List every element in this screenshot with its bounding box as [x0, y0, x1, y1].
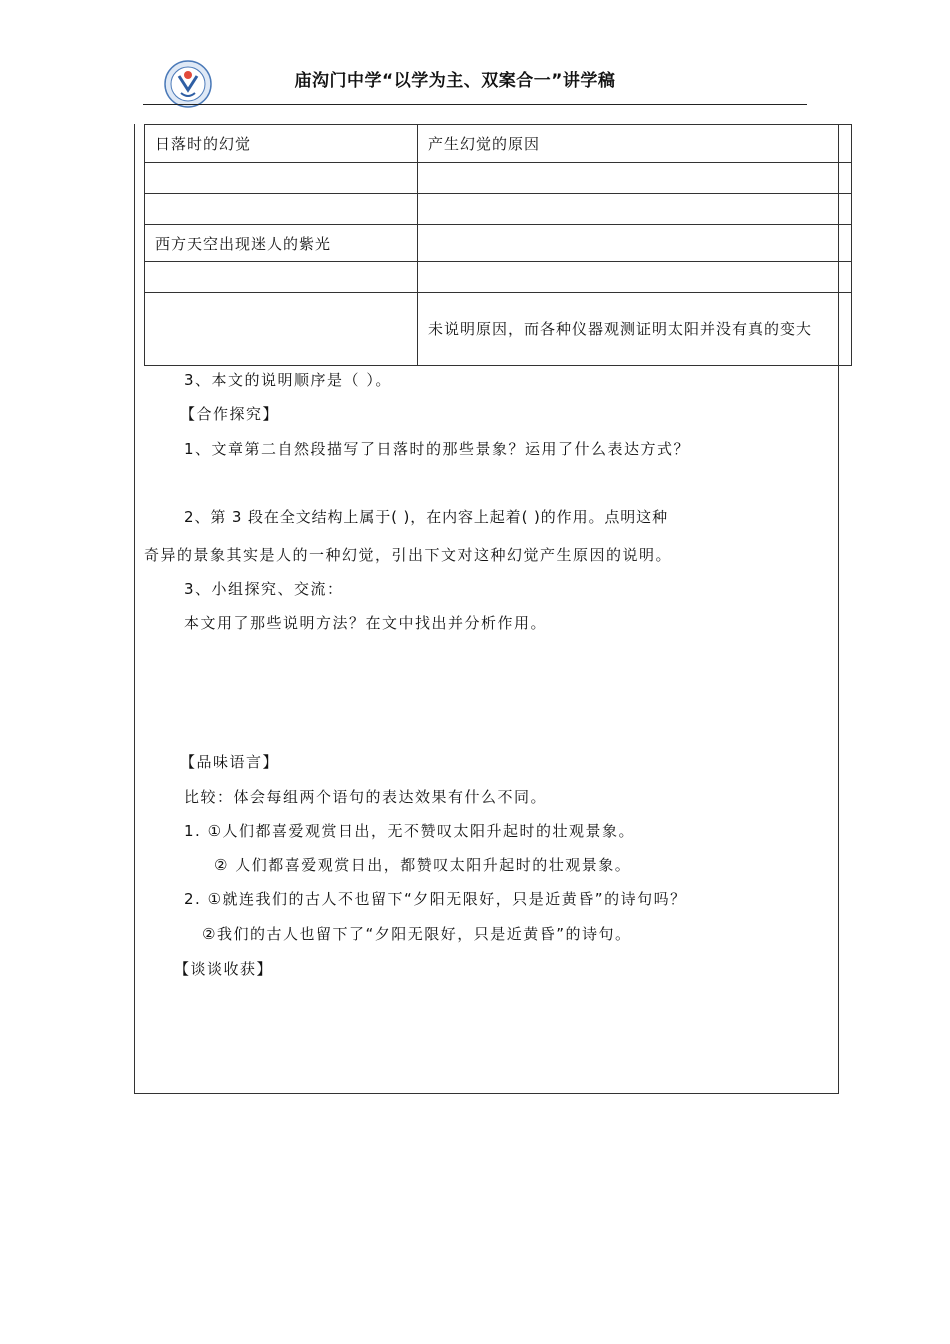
table-cell: 日落时的幻觉: [145, 125, 418, 163]
table-row: [145, 125, 852, 163]
table-row: [145, 163, 852, 194]
table-row: [145, 262, 852, 293]
table-row: [145, 194, 852, 225]
table-cell: 西方天空出现迷人的紫光: [145, 225, 418, 262]
sentence-pair-2b: ②我们的古人也留下了“夕阳无限好，只是近黄昏”的诗句。: [202, 925, 632, 943]
table-cell[interactable]: [145, 194, 418, 225]
sentence-pair-1a: 1. ①人们都喜爱观赏日出，无不赞叹太阳升起时的壮观景象。: [184, 822, 636, 840]
table-row: [145, 293, 852, 366]
sentence-pair-1b: ② 人们都喜爱观赏日出，都赞叹太阳升起时的壮观景象。: [214, 856, 632, 874]
table-row: [145, 225, 852, 262]
table-cell[interactable]: [145, 163, 418, 194]
table-cell[interactable]: [418, 163, 852, 194]
compare-intro: 比较：体会每组两个语句的表达效果有什么不同。: [184, 788, 548, 806]
table-cell: 未说明原因，而各种仪器观测证明太阳并没有真的变大: [418, 293, 852, 366]
table-cell[interactable]: [418, 194, 852, 225]
coop-question-3-detail: 本文用了那些说明方法？在文中找出并分析作用。: [184, 614, 548, 632]
coop-question-1: 1、文章第二自然段描写了日落时的那些景象？运用了什么表达方式？: [184, 440, 691, 458]
page-title: 庙沟门中学“以学为主、双案合一”讲学稿: [294, 71, 616, 91]
table-cell[interactable]: [145, 293, 418, 366]
coop-question-3: 3、小组探究、交流：: [184, 580, 344, 598]
table-cell[interactable]: [418, 225, 852, 262]
coop-question-2: 2、第 3 段在全文结构上属于( )，在内容上起着( )的作用。点明这种: [184, 508, 668, 526]
header-divider: [143, 104, 807, 105]
table-cell[interactable]: [145, 262, 418, 293]
coop-question-2-cont: 奇异的景象其实是人的一种幻觉，引出下文对这种幻觉产生原因的说明。: [144, 546, 673, 564]
section-heading-harvest: 【谈谈收获】: [174, 960, 274, 978]
question-order: 3、本文的说明顺序是（ ）。: [184, 371, 392, 389]
table-cell: 产生幻觉的原因: [418, 125, 852, 163]
table-cell[interactable]: [418, 262, 852, 293]
sentence-pair-2a: 2. ①就连我们的古人不也留下“夕阳无限好，只是近黄昏”的诗句吗？: [184, 890, 687, 908]
section-heading-language: 【品味语言】: [180, 753, 280, 771]
school-logo-icon: [164, 60, 212, 108]
illusion-table: [144, 124, 852, 366]
section-heading-cooperate: 【合作探究】: [180, 405, 280, 423]
